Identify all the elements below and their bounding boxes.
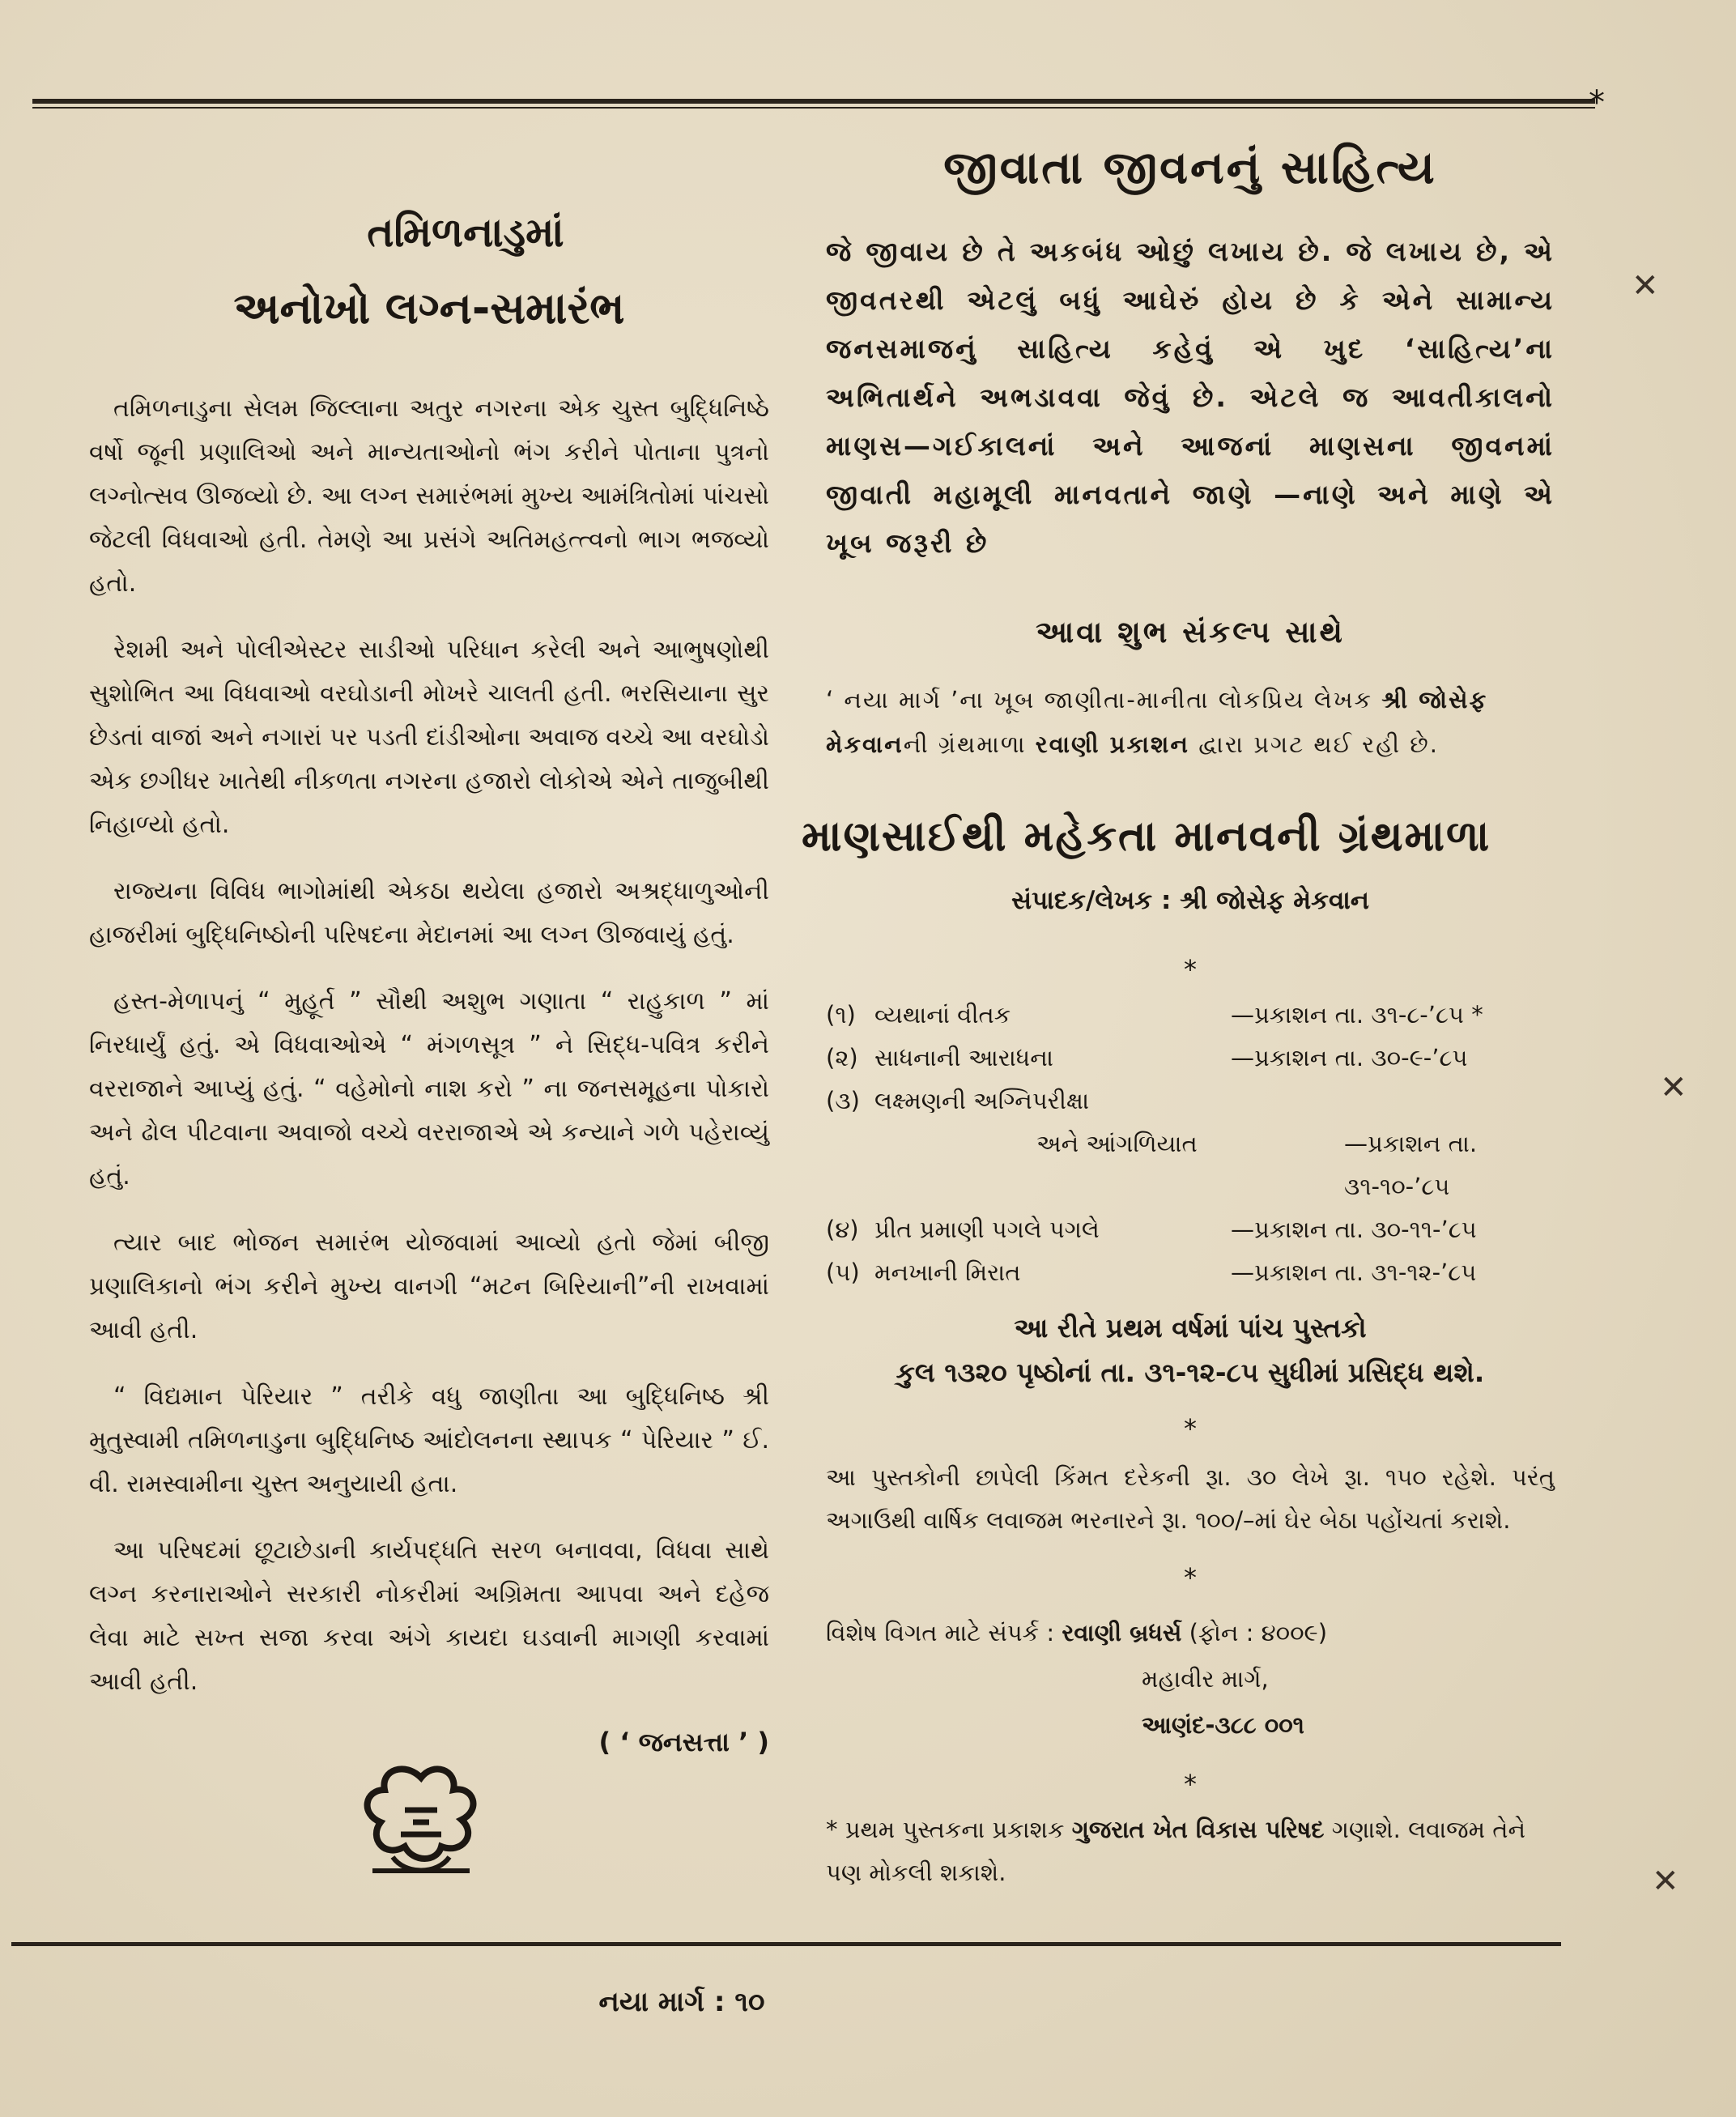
- book-date: —પ્રકાશન તા. ૩૧-૧૦-’૮૫: [1344, 1130, 1478, 1200]
- book-title: વ્યથાનાં વીતક: [874, 1001, 1011, 1029]
- book-num: (૨): [826, 1044, 858, 1071]
- summary: [826, 1306, 1555, 1395]
- contact-label: વિશેષ વિગત માટે સંપર્ક :: [826, 1619, 1062, 1646]
- footnote: [826, 1808, 1555, 1894]
- footnote-org: ગુજરાત ખેત વિકાસ પરિષદ: [1071, 1816, 1325, 1843]
- left-heading-line1: તમિળનાડુમાં: [367, 209, 564, 256]
- left-paragraph: તમિળનાડુના સેલમ જિલ્લાના અતુર નગરના એક ચુસ્ત બુદ્ધિનિષ્ઠે વર્ષો જૂની પ્રણાલિઓ અને માન્યતાઓનો ભંગ કરીને પોતાના પુત્રનો લગ્નોત્સવ ઊજવ્યો છે. આ લગ્ન સમારંભમાં મુખ્ય આમંત્રિતોમાં પાંચસો જેટલી વિધવાઓ હતી. તેમણે આ પ્રસંગે અતિમહત્ત્વનો ભાગ ભજવ્યો હતો.: [89, 394, 769, 598]
- contact-line: [826, 1610, 1555, 1656]
- book-title: પ્રીત પ્રમાણી પગલે પગલે: [874, 1216, 1100, 1243]
- book-title: લક્ષ્મણની અગ્નિપરીક્ષા: [874, 1087, 1090, 1114]
- contact-block: [826, 1610, 1555, 1749]
- left-paragraph: આ પરિષદમાં છૂટાછેડાની કાર્યપદ્ધતિ સરળ બનાવવા, વિધવા સાથે લગ્ન કરનારાઓને સરકારી નોકરીમાં અગ્રિમતા આપવા અને દહેજ લેવા માટે સખ્ત સજા કરવા અંગે કાયદા ઘડવાની માગણી કરવામાં આવી હતી.: [89, 1536, 769, 1696]
- separator-star: *: [1184, 1413, 1197, 1444]
- page-tear-mark: ✕: [1652, 1863, 1679, 1900]
- book-num: (૪): [826, 1216, 859, 1243]
- book-num: [826, 1122, 874, 1208]
- book-date: —પ્રકાશન તા. ૩૧-૮-’૮૫ *: [1231, 1001, 1483, 1029]
- page-number: નયા માર્ગ : ૧૦: [598, 1986, 765, 2018]
- book-item: [826, 1080, 1555, 1122]
- editor-line: સંપાદક/લેખક : શ્રી જોસેફ મેકવાન: [1011, 886, 1369, 915]
- price-info: આ પુસ્તકોની છાપેલી કિંમત દરેકની રૂા. ૩૦ લેખે રૂા. ૧૫૦ રહેશે. પરંતુ અગાઉથી વાર્ષિક લવાજમ ભરનારને રૂા. ૧૦૦/–માં ઘેર બેઠા પહોંચતાં કરાશે.: [826, 1463, 1555, 1534]
- book-title: સાધનાની આરાધના: [874, 1044, 1053, 1071]
- bottom-rule: [11, 1942, 1561, 1946]
- book-item: [826, 1037, 1555, 1080]
- contact-address-2: આણંદ-૩૮૮ ૦૦૧: [1142, 1711, 1304, 1739]
- book-item: [826, 1251, 1555, 1294]
- separator-star: *: [1184, 1562, 1197, 1593]
- rule-end-star: *: [1589, 84, 1605, 121]
- book-date: —પ્રકાશન તા. ૩૦-૯-’૮૫: [1231, 1044, 1468, 1071]
- right-intro: જે જીવાય છે તે અકબંધ ઓછું લખાય છે. જે લખાય છે, એ જીવતરથી એટલું બધું આઘેરું હોય છે કે એને સામાન્ય જનસમાજનું સાહિત્ય કહેવું એ ખુદ ‘સાહિત્ય’ના અભિતાર્થને અભડાવવા જેવું છે. એટલે જ આવતીકાલનો માણસ—ગઈકાલનાં અને આજનાં માણસના જીવનમાં જીવાતી મહામૂલી માનવતાને જાણે —નાણે અને માણે એ ખૂબ જરૂરી છે: [826, 236, 1555, 559]
- left-paragraph: “ વિદ્યમાન પેરિયાર ” તરીકે વધુ જાણીતા આ બુદ્ધિનિષ્ઠ શ્રી મુતુસ્વામી તમિળનાડુના બુદ્ધિનિષ્ઠ આંદોલનના સ્થાપક “ પેરિયાર ” ઈ. વી. રામસ્વામીના ચુસ્ત અનુયાયી હતા.: [89, 1382, 769, 1498]
- book-item: [826, 1208, 1555, 1251]
- left-column: [89, 194, 769, 1784]
- announce-pre: ‘ નયા માર્ગ ’ના ખૂબ જાણીતા-માનીતા લોકપ્રિય લેખક: [826, 686, 1382, 713]
- book-date: —પ્રકાશન તા. ૩૦-૧૧-’૮૫: [1231, 1216, 1477, 1243]
- right-title: જીવાતા જીવનનું સાહિત્ય: [943, 142, 1437, 194]
- page-tear-mark: ✕: [1632, 267, 1659, 305]
- left-paragraph: હસ્ત-મેળાપનું “ મુહૂર્ત ” સૌથી અશુભ ગણાતા “ રાહુકાળ ” માં નિરધાર્યું હતું. એ વિધવાઓએ “ મંગળસૂત્ર ” ને સિદ્ધ-પવિત્ર કરીને વરરાજાને આપ્યું હતું. “ વહેમોનો નાશ કરો ” ના જનસમૂહના પોકારો અને ઢોલ પીટવાના અવાજો વચ્ચે વરરાજાએ એ કન્યાને ગળે પહેરાવ્યું હતું.: [89, 987, 769, 1191]
- book-list: [826, 994, 1555, 1294]
- footnote-post: ગણાશે. લવાજમ તેને પણ મોકલી શકાશે.: [826, 1816, 1526, 1886]
- left-paragraph: રાજ્યના વિવિધ ભાગોમાંથી એકઠા થયેલા હજારો અશ્રદ્ધાળુઓની હાજરીમાં બુદ્ધિનિષ્ઠોની પરિષદના મેદાનમાં આ લગ્ન ઊજવાયું હતું.: [89, 877, 769, 949]
- summary-line2: કુલ ૧૩૨૦ પૃષ્ઠોનાં તા. ૩૧-૧૨-૮૫ સુધીમાં પ્રસિદ્ધ થશે.: [896, 1357, 1485, 1388]
- contact-phone: (ફોન : ૪૦૦૯): [1181, 1619, 1328, 1646]
- announcement: [826, 678, 1555, 767]
- announce-mid: ની ગ્રંથમાળા: [903, 731, 1036, 758]
- top-rule-thin: [32, 107, 1595, 109]
- book-date: [1231, 1080, 1555, 1122]
- contact-name: રવાણી બ્રધર્સ: [1062, 1619, 1182, 1646]
- publisher-logo-icon: [356, 1761, 486, 1883]
- book-item: [826, 1122, 1555, 1208]
- left-heading-line2: અનોખો લગ્ન-સમારંભ: [233, 283, 625, 334]
- book-title: અને આંગળિયાત: [1036, 1130, 1198, 1157]
- announce-post: દ્વારા પ્રગટ થઈ રહી છે.: [1189, 731, 1439, 758]
- left-paragraph: ત્યાર બાદ ભોજન સમારંભ યોજવામાં આવ્યો હતો જેમાં બીજી પ્રણાલિકાનો ભંગ કરીને મુખ્ય વાનગી “મટન બિરિયાની”ની રાખવામાં આવી હતી.: [89, 1229, 769, 1344]
- page-tear-mark: ✕: [1660, 1069, 1687, 1106]
- separator-star: *: [1184, 954, 1197, 985]
- announce-author: શ્રી જોસેફ મેકવાન: [826, 686, 1488, 758]
- book-num: (૩): [826, 1087, 860, 1114]
- summary-line1: આ રીતે પ્રથમ વર્ષમાં પાંચ પુસ્તકો: [1014, 1312, 1367, 1344]
- footnote-pre: * પ્રથમ પુસ્તકના પ્રકાશક: [826, 1816, 1072, 1843]
- right-column: [802, 142, 1555, 1894]
- book-title: મનખાની મિરાત: [874, 1259, 1021, 1286]
- right-subheading: આવા શુભ સંકલ્પ સાથે: [1036, 615, 1345, 650]
- announce-publisher: રવાણી પ્રકાશન: [1035, 731, 1190, 758]
- book-num: (૧): [826, 1001, 856, 1029]
- contact-address-1: મહાવીર માર્ગ,: [1142, 1665, 1269, 1693]
- book-date: —પ્રકાશન તા. ૩૧-૧૨-’૮૫: [1231, 1259, 1477, 1286]
- book-item: [826, 994, 1555, 1037]
- top-rule: [32, 99, 1595, 104]
- series-title: માણસાઈથી મહેકતા માનવની ગ્રંથમાળા: [802, 812, 1491, 861]
- book-num: (૫): [826, 1259, 860, 1286]
- separator-star: *: [1184, 1769, 1197, 1800]
- left-paragraph: રેશમી અને પોલીએસ્ટર સાડીઓ પરિધાન કરેલી અને આભુષણોથી સુશોભિત આ વિધવાઓ વરઘોડાની મોખરે ચાલતી હતી. ભરસિયાના સુર છેડતાં વાજાં અને નગારાં પર પડતી દાંડીઓના અવાજ વચ્ચે આ વરઘોડો એક છગીધર ખાતેથી નીકળતા નગરના હજારો લોકોએ એને તાજુબીથી નિહાળ્યો હતો.: [89, 636, 769, 839]
- source-credit: ( ‘ જનસત્તા ’ ): [598, 1727, 769, 1757]
